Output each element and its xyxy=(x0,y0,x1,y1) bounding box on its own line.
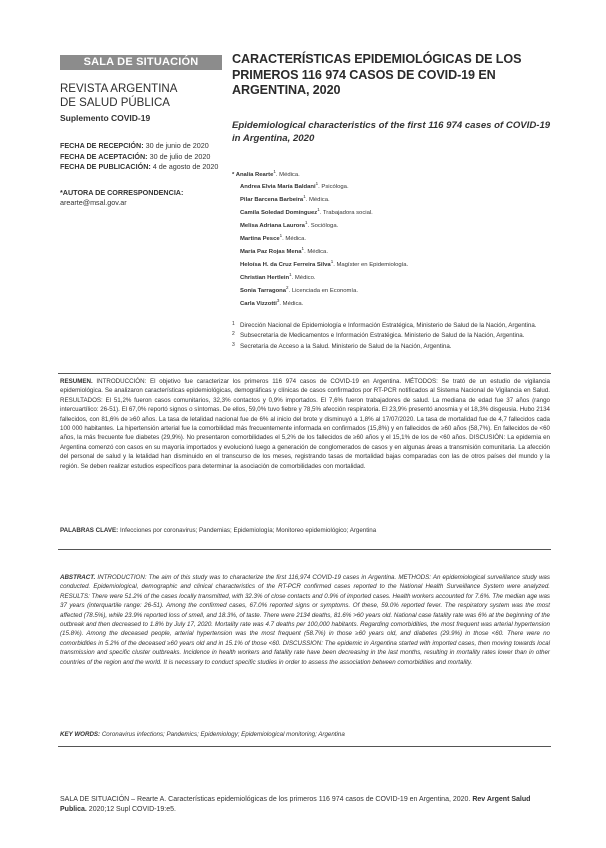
author-affiliation-mark: 3 xyxy=(276,298,280,304)
author-affiliation-mark: 1 xyxy=(317,207,320,213)
author-role: . Médica. xyxy=(279,301,304,308)
affiliation-entry xyxy=(232,342,552,351)
journal-name-line2: DE SALUD PÚBLICA xyxy=(60,97,170,109)
author-affiliation-mark: 1 xyxy=(273,168,276,174)
author-role: . Psicóloga. xyxy=(318,184,349,191)
correspondence-label: *AUTORA DE CORRESPONDENCIA: xyxy=(60,187,184,197)
abstract-text: INTRODUCTION: The aim of this study was to characterize the first 116,974 COVID-19 cases in Argentina. METHODS: An epidemiological surveillance study was conducted. Epidemiological, demographic and clinical characteristics of the RT-PCR confirmed cases reported to the National Health Surveillance System were analyzed. RESULTS: There were 51.2% of the cases locally transmitted, with 32.3% of close contacts and 0.9% of imported cases. Health workers accounted for 7.6%. The median age was 37 years (interquartile range: 26-51). Among the confirmed cases, 67.0% reported signs or symptoms. Of these, 59.0% reported fever. The respiratory system was the most affected (78.5%), while 23.9% reported loss of smell, and 18.3%, of taste. There were 2134 deaths, 81.6% >60 years old. National case fatality rate was 6% at the beginning of the outbreak and then decreased to 1.8% by July 17, 2020. Mortality rate was 4.7 deaths per 100,000 habitants. Regarding comorbidities, the most frequent was arterial hypertension (15.8%). Among the deceased people, arterial hypertension was the most frequent (58.7%) in those ≥60 years old, and diabetes (29.9%) in those <60. There were no comorbidities in 5.2% of the deceased ≥60 years old and in 15.1% of those <60. DISCUSSION: The epidemic in Argentina started with imported cases, then moving towards local transmission and specific cluster outbreaks. Incidence in health workers and fatality rate have been decreasing in the last months, resulting in mortality rates lower than in other countries of the region and the world. It is necessary to conduct specific studies in order to assess the association between comorbidities and mortality. xyxy=(60,574,550,666)
publication-dates xyxy=(60,141,222,173)
author-name: Heloísa H. da Cruz Ferreira Silva xyxy=(240,262,331,269)
journal-name xyxy=(60,82,222,125)
citation-tail: 2020;12 Supl COVID-19:e5. xyxy=(88,806,176,813)
citation-body: Características epidemiológicas de los primeros 116 974 casos de COVID-19 en Argentina, 2020. xyxy=(168,796,471,803)
author-affiliation-mark: 1 xyxy=(303,194,306,200)
author-name: María Paz Rojas Mena xyxy=(240,249,302,256)
author-name: Andrea Elvia María Baldani xyxy=(240,184,316,191)
author-entry xyxy=(232,218,552,231)
author-entry xyxy=(232,179,552,192)
affiliation-text: Secretaría de Acceso a la Salud. Ministerio de Salud de la Nación, Argentina. xyxy=(240,342,452,350)
abstract-label: ABSTRACT. xyxy=(60,574,96,581)
author-entry xyxy=(232,257,552,270)
title-spanish: CARACTERÍSTICAS EPIDEMIOLÓGICAS DE LOS PRIMEROS 116 974 CASOS DE COVID-19 EN ARGENTINA, 2020 xyxy=(232,52,522,97)
article-header xyxy=(232,52,552,352)
author-role: . Trabajadora social. xyxy=(319,210,373,217)
author-entry xyxy=(232,283,552,296)
author-affiliation-mark: 1 xyxy=(301,246,305,252)
affiliation-mark: 1 xyxy=(232,321,235,328)
title-english: Epidemiological characteristics of the first 116 974 cases of COVID-19 in Argentina, 2020 xyxy=(232,119,551,144)
keywords-block xyxy=(60,730,550,739)
affiliation-entry xyxy=(232,331,552,340)
sidebar xyxy=(60,55,222,208)
keywords-label: KEY WORDS: xyxy=(60,731,101,738)
author-role: . Médica. xyxy=(275,171,300,178)
palabras-clave-text: Infecciones por coronavirus; Pandemias; Epidemiología; Monitoreo epidemiológico; Argentina xyxy=(119,527,377,534)
author-entry xyxy=(232,205,552,218)
published-date: FECHA DE PUBLICACIÓN: 4 de agosto de 2020 xyxy=(60,162,219,171)
author-name: Carla Vizzotti xyxy=(240,301,277,308)
author-affiliation-mark: 1 xyxy=(289,272,292,278)
correspondence xyxy=(60,188,222,208)
affiliation-list xyxy=(232,321,552,351)
received-date: FECHA DE RECEPCIÓN: 30 de junio de 2020 xyxy=(60,141,209,150)
author-name: Camila Soledad Domínguez xyxy=(240,210,318,217)
author-name: Pilar Barcena Barbeira xyxy=(240,197,304,204)
author-name: Martina Pesce xyxy=(240,236,280,243)
author-entry xyxy=(232,167,552,180)
author-name: Sonia Tarragona xyxy=(240,288,287,295)
resumen-label: RESUMEN. xyxy=(60,378,93,385)
accepted-date: FECHA DE ACEPTACIÓN: 30 de julio de 2020 xyxy=(60,151,211,161)
palabras-clave-block xyxy=(60,526,550,535)
divider xyxy=(58,373,551,374)
author-affiliation-mark: 1 xyxy=(279,233,283,239)
citation xyxy=(60,795,548,815)
author-list xyxy=(232,167,552,310)
author-role: . Magíster en Epidemiología. xyxy=(333,262,409,269)
citation-journal: Rev Argent Salud Publica. xyxy=(60,796,531,813)
author-entry xyxy=(232,244,552,257)
author-name: Melisa Adriana Laurora xyxy=(240,223,305,230)
abstract-block xyxy=(60,573,550,667)
author-entry xyxy=(232,231,552,244)
keywords-text: Coronavirus infections; Pandemics; Epidemiology; Epidemiological monitoring; Argentina xyxy=(101,731,345,738)
author-role: . Licenciada en Economía. xyxy=(288,288,358,295)
divider xyxy=(58,549,551,550)
author-role: . Médica. xyxy=(304,249,328,256)
affiliation-text: Dirección Nacional de Epidemiología e Información Estratégica, Ministerio de Salud de la Nación, Argentina. xyxy=(240,322,537,330)
citation-prefix: SALA DE SITUACIÓN – Rearte A. xyxy=(60,796,167,803)
author-name: * Analía Rearte xyxy=(232,171,274,178)
resumen-text: INTRODUCCIÓN: El objetivo fue caracterizar los primeros 116 974 casos de COVID-19 en Argentina. MÉTODOS: Se trató de un estudio de vigilancia epidemiológica. Se analizaron características epidemiológicas, demográficas y clínicas de casos confirmados por RT-PCR notificados al Sistema Nacional de Vigilancia en Salud. RESULTADOS: El 51,2% fueron casos comunitarios, 32,3% contactos y 0,9% importados. El 7,6% fueron trabajadores de salud. La mediana de edad fue 37 años (rango intercuartílico: 26-51). El 67,0% reportó signos o síntomas. De ellos, 59,0% tuvo fiebre y 78,5% afección respiratoria. El 23,9% presentó anosmia y el 18,3% disgeusia. Hubo 2134 fallecidos, con 81,6% de ≥60 años. La tasa de letalidad nacional fue de 6% al inicio del brote y disminuyó a 1,8% al 17/07/2020. La tasa de mortalidad fue de 4,7 fallecidos cada 100 000 habitantes. La hipertensión arterial fue la comorbilidad más frecuentemente informada en confirmados (15,8%) y en fallecidos de ≥60 años (58,7%). En fallecidos de <60 años, la más frecuente fue diabetes (29,9%). No presentaron comorbilidades el 5,2% de los fallecidos de ≥60 años y el 15,1% de los de <60 años. DISCUSIÓN: La epidemia en Argentina comenzó con casos en su mayoría importados y evolucionó luego a generación de conglomerados de casos y en algunas áreas a transmisión comunitaria. La afección del personal de salud y la letalidad han disminuido en el transcurso de los meses, registrando tasas de mortalidad bajas comparadas con las de otros países del mundo y la región. Se deben realizar estudios específicos para determinar la asociación de comorbilidades con mortalidad. xyxy=(60,378,550,470)
journal-name-line1: REVISTA ARGENTINA xyxy=(60,83,178,95)
affiliation-text: Subsecretaría de Medicamentos e Información Estratégica. Ministerio de Salud de la Nación, Argentina. xyxy=(240,332,525,340)
author-role: . Médica. xyxy=(305,197,330,204)
palabras-clave-label: PALABRAS CLAVE: xyxy=(60,527,119,534)
author-entry xyxy=(232,192,552,205)
author-name: Christian Hertlein xyxy=(240,275,290,282)
author-entry xyxy=(232,270,552,283)
supplement-label: Suplemento COVID-19 xyxy=(60,113,151,123)
author-affiliation-mark: 1 xyxy=(315,181,319,187)
section-badge: SALA DE SITUACIÓN xyxy=(60,55,222,70)
author-role: . Médica. xyxy=(282,236,307,243)
divider xyxy=(58,746,551,747)
affiliation-mark: 2 xyxy=(232,331,235,338)
correspondence-email[interactable]: arearte@msal.gov.ar xyxy=(60,197,127,207)
author-affiliation-mark: 1 xyxy=(304,220,308,226)
author-role: . Socióloga. xyxy=(307,223,339,230)
affiliation-mark: 3 xyxy=(232,341,235,348)
affiliation-entry xyxy=(232,321,552,330)
resumen-block xyxy=(60,377,550,471)
author-entry xyxy=(232,296,552,309)
author-affiliation-mark: 1 xyxy=(330,259,334,265)
author-affiliation-mark: 2 xyxy=(286,285,289,291)
author-role: . Médico. xyxy=(291,275,316,282)
